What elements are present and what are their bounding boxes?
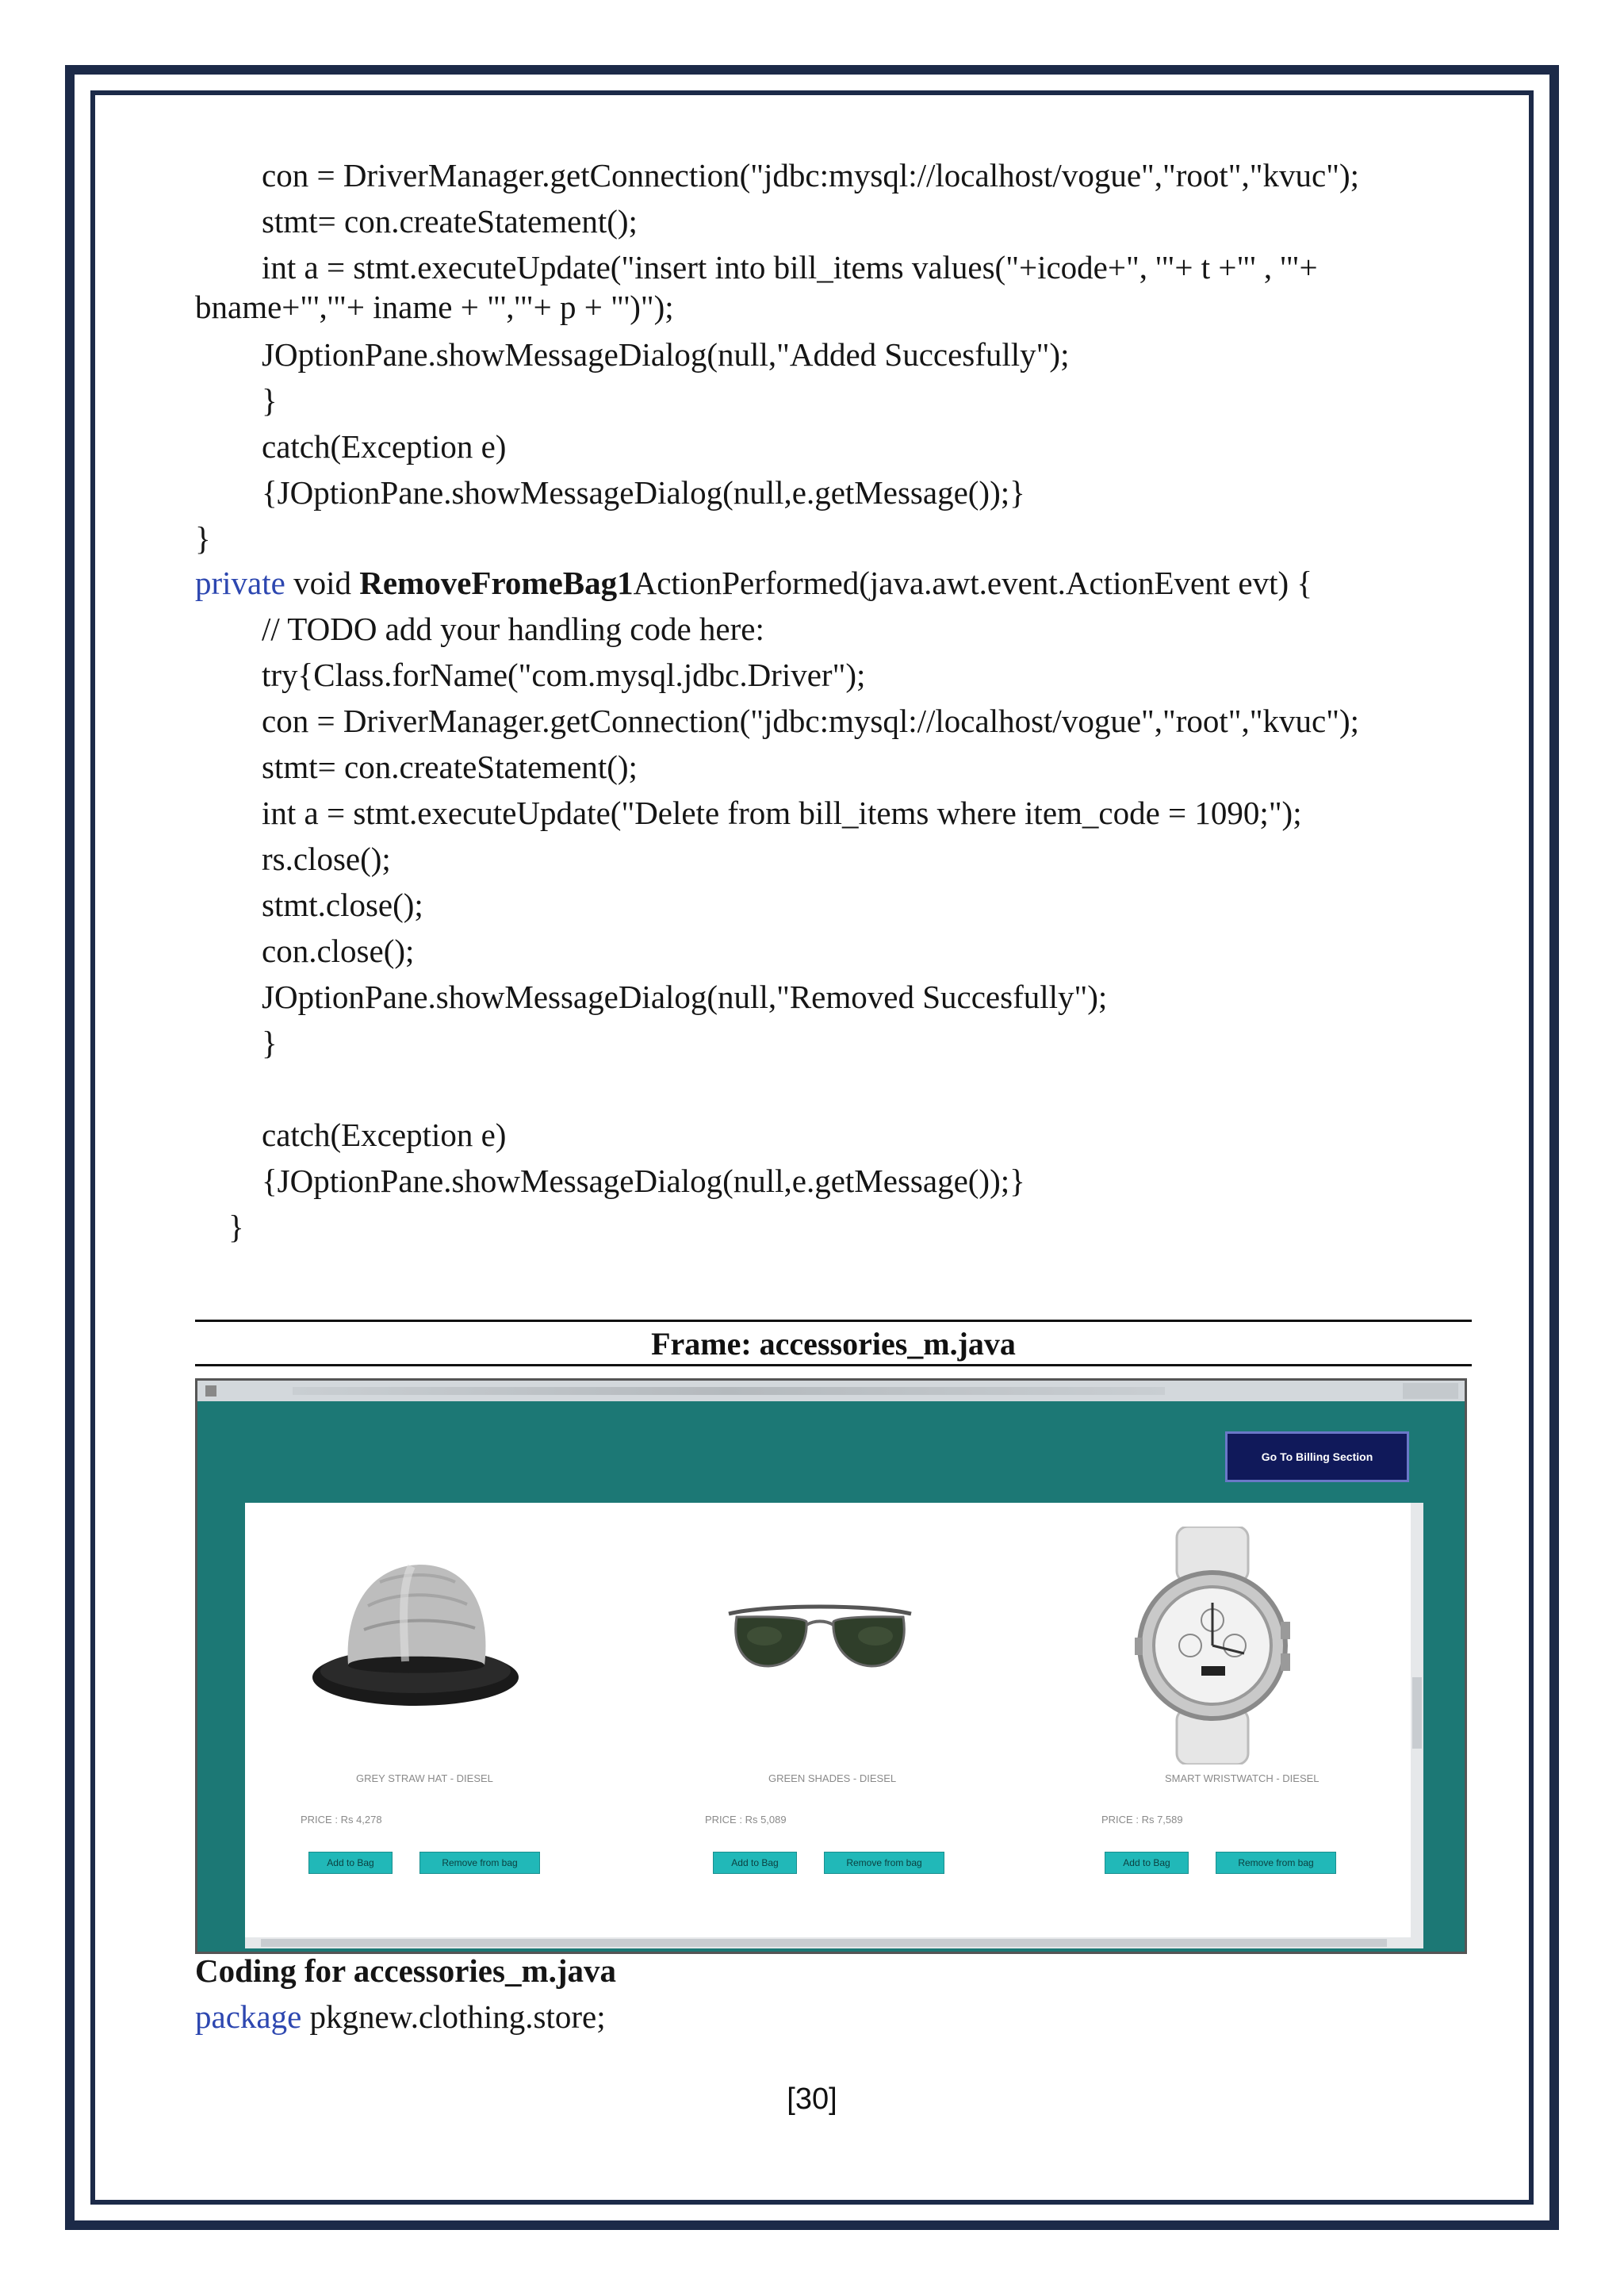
remove-from-bag-button[interactable]: Remove from bag: [419, 1852, 540, 1874]
code-line: con = DriverManager.getConnection("jdbc:mysql://localhost/vogue","root","kvuc");: [262, 157, 1359, 193]
code-line: }: [228, 1209, 244, 1245]
product-name: SMART WRISTWATCH - DIESEL: [1165, 1772, 1320, 1784]
product-card: [261, 1503, 610, 1947]
keyword-package: package: [195, 1998, 302, 2035]
package-line: [195, 1997, 606, 2036]
products-panel: [245, 1503, 1423, 1948]
product-price: PRICE : Rs 4,278: [301, 1814, 382, 1826]
page-number: [30]: [787, 2082, 837, 2116]
remove-from-bag-button[interactable]: Remove from bag: [824, 1852, 944, 1874]
code-line: stmt.close();: [262, 887, 423, 923]
window-title: [293, 1387, 1165, 1395]
code-line: {JOptionPane.showMessageDialog(null,e.getMessage());}: [262, 1163, 1025, 1199]
code-line: con = DriverManager.getConnection("jdbc:mysql://localhost/vogue","root","kvuc");: [262, 703, 1359, 739]
window-icon: [205, 1385, 216, 1397]
code-line: // TODO add your handling code here:: [262, 611, 764, 647]
product-card: [689, 1503, 1038, 1947]
code-line: con.close();: [262, 933, 415, 969]
sunglasses-icon: [721, 1598, 919, 1685]
product-name: GREY STRAW HAT - DIESEL: [356, 1772, 493, 1784]
window-controls[interactable]: [1403, 1383, 1458, 1399]
keyword-private: private: [195, 565, 285, 601]
code-line: rs.close();: [262, 841, 391, 877]
code-line: catch(Exception e): [262, 428, 507, 465]
code-line: JOptionPane.showMessageDialog(null,"Removed Succesfully");: [262, 979, 1108, 1015]
remove-from-bag-button[interactable]: Remove from bag: [1216, 1852, 1336, 1874]
vertical-scrollbar[interactable]: [1411, 1503, 1423, 1948]
add-to-bag-button[interactable]: Add to Bag: [308, 1852, 393, 1874]
code-line: try{Class.forName("com.mysql.jdbc.Driver");: [262, 657, 866, 693]
scroll-thumb[interactable]: [261, 1939, 1387, 1947]
code-line: {JOptionPane.showMessageDialog(null,e.getMessage());}: [262, 474, 1025, 511]
product-price: PRICE : Rs 7,589: [1101, 1814, 1183, 1826]
code-line: }: [262, 382, 278, 419]
coding-heading: Coding for accessories_m.java: [195, 1952, 617, 1989]
code-line: int a = stmt.executeUpdate("Delete from bill_items where item_code = 1090;");: [262, 795, 1302, 831]
code-line: }: [262, 1025, 278, 1061]
wristwatch-icon: [1133, 1527, 1292, 1764]
app-screenshot: [195, 1378, 1467, 1954]
add-to-bag-button[interactable]: Add to Bag: [713, 1852, 797, 1874]
add-to-bag-button[interactable]: Add to Bag: [1105, 1852, 1189, 1874]
code-line: stmt= con.createStatement();: [262, 749, 638, 785]
method-name: RemoveFromeBag1: [359, 565, 634, 601]
go-to-billing-button[interactable]: Go To Billing Section: [1225, 1431, 1409, 1482]
code-line: }: [195, 520, 211, 557]
scroll-thumb[interactable]: [1412, 1677, 1422, 1749]
package-name: pkgnew.clothing.store;: [301, 1998, 606, 2035]
product-card: [1070, 1503, 1419, 1947]
caption-rule-bottom: [195, 1364, 1472, 1366]
method-signature: [195, 563, 1312, 603]
caption-rule-top: [195, 1320, 1472, 1322]
code-line: int a = stmt.executeUpdate("insert into bill_items values("+icode+", '"+ t +"' , '"+: [262, 249, 1318, 285]
hat-icon: [301, 1534, 530, 1717]
horizontal-scrollbar[interactable]: [245, 1937, 1423, 1948]
window-titlebar: [197, 1381, 1465, 1401]
code-line: JOptionPane.showMessageDialog(null,"Added Succesfully");: [262, 336, 1070, 373]
method-signature-post: ActionPerformed(java.awt.event.ActionEvent evt) {: [633, 565, 1313, 601]
code-line: catch(Exception e): [262, 1117, 507, 1153]
product-price: PRICE : Rs 5,089: [705, 1814, 787, 1826]
method-signature-pre: void: [285, 565, 360, 601]
code-line: bname+"','"+ iname + "','"+ p + "')");: [195, 289, 674, 325]
code-line: stmt= con.createStatement();: [262, 203, 638, 239]
product-name: GREEN SHADES - DIESEL: [768, 1772, 897, 1784]
figure-caption: Frame: accessories_m.java: [651, 1326, 1016, 1362]
